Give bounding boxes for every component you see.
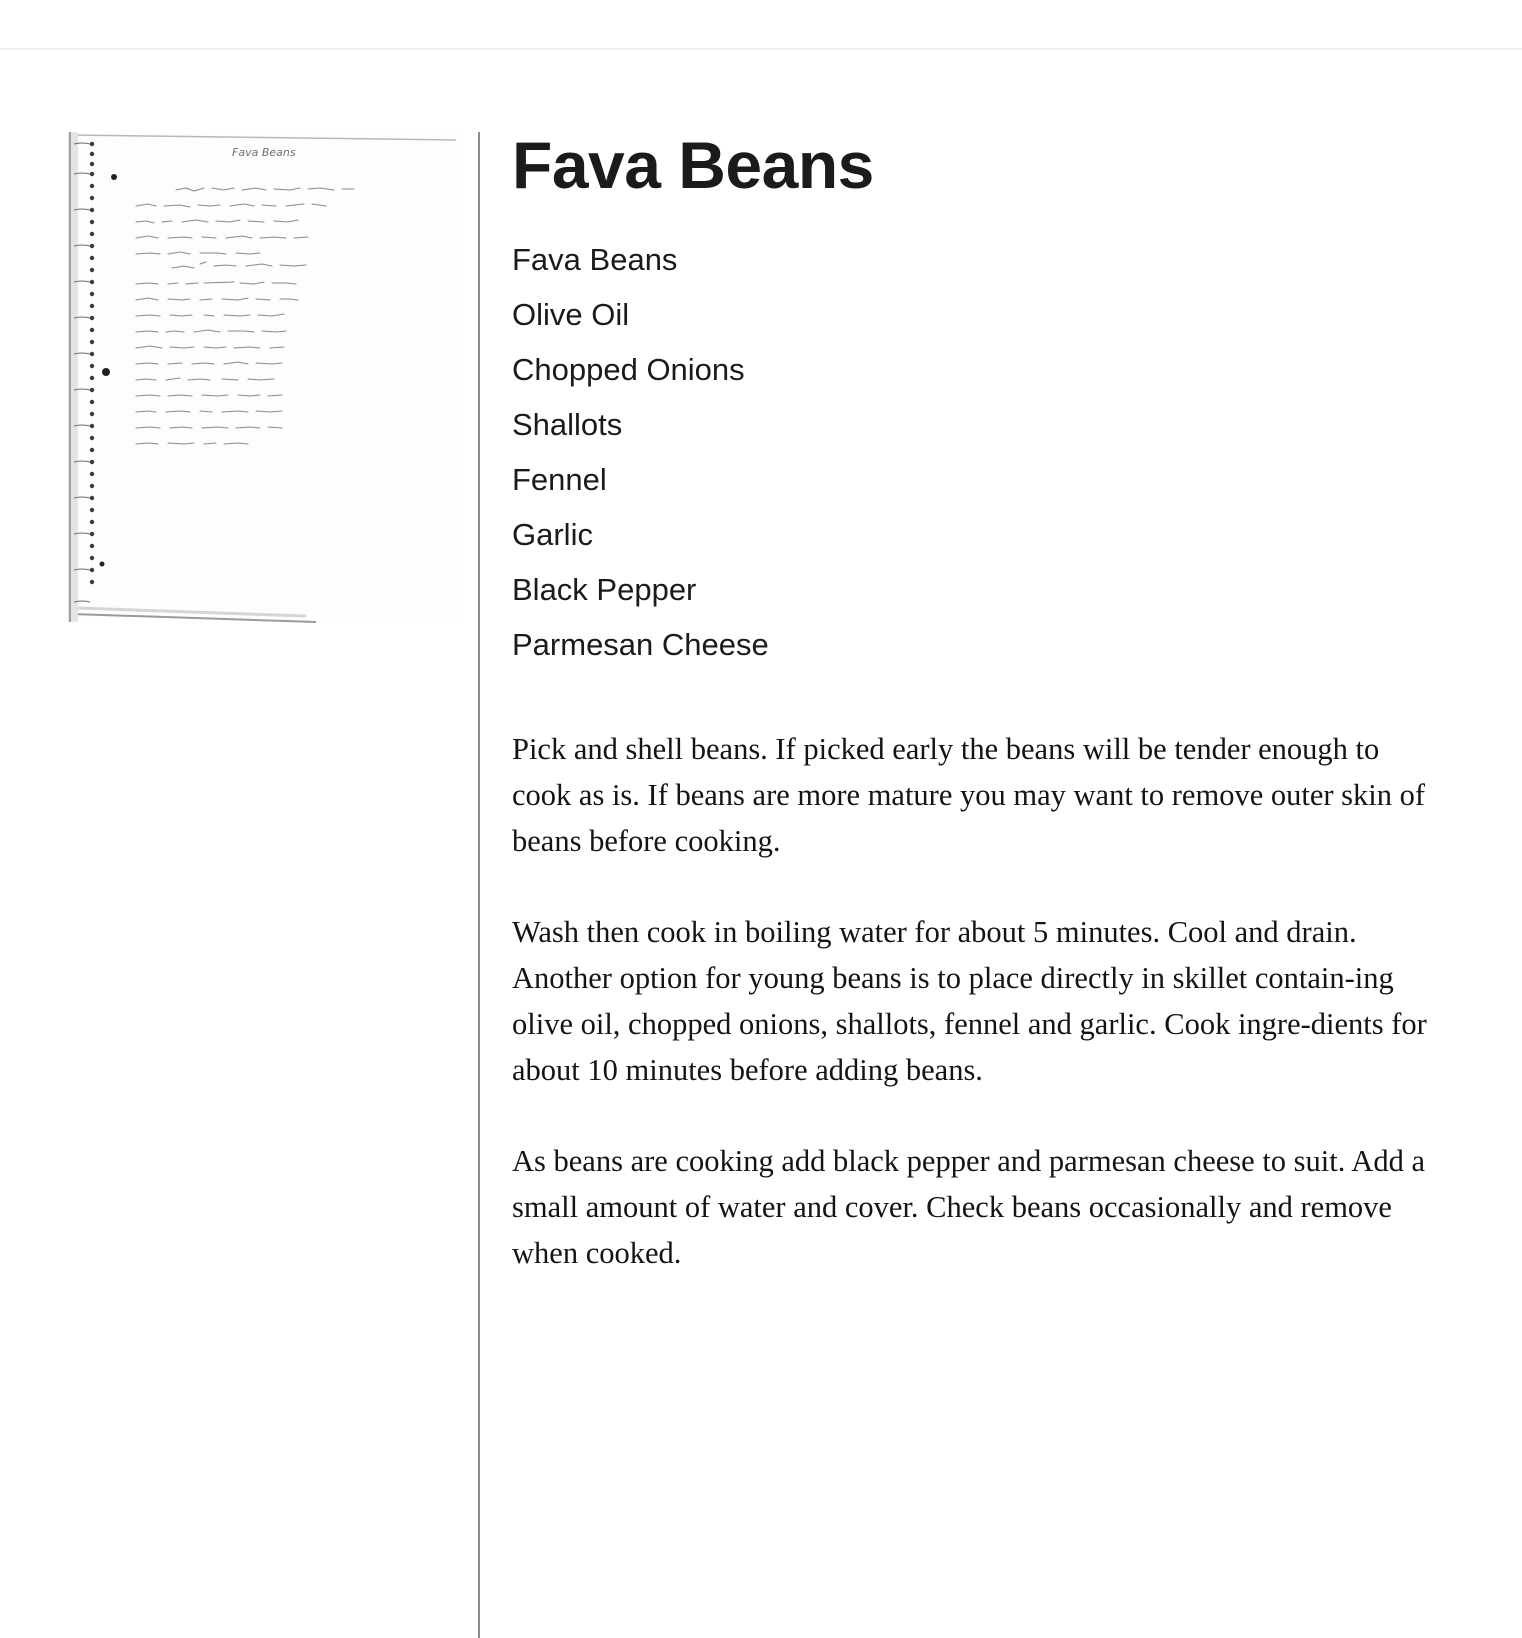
top-rule	[0, 48, 1522, 50]
column-divider	[478, 132, 480, 1638]
notebook-page-image	[66, 132, 466, 650]
ingredient-item: Parmesan Cheese	[512, 627, 769, 662]
ingredient-list	[512, 232, 1472, 672]
direction-paragraph: As beans are cooking add black pepper and parmesan cheese to suit. Add a small amount of water and cover. Check beans occasionally and remove when cooked.	[512, 1144, 1425, 1270]
ingredient-item: Fava Beans	[512, 242, 678, 277]
ingredient-item: Shallots	[512, 407, 623, 442]
direction-paragraph: Wash then cook in boiling water for about 5 minutes. Cool and drain. Another option for young beans is to place directly in skillet contain-ing olive oil, chopped onions, shallots, fennel and garlic. Cook ingre-dients for about 10 minutes before adding beans.	[512, 915, 1427, 1087]
directions	[512, 726, 1432, 1276]
ingredient-item: Black Pepper	[512, 572, 697, 607]
ingredient-item: Olive Oil	[512, 297, 630, 332]
recipe-content	[512, 126, 1472, 1321]
handwritten-notebook-scan	[66, 132, 466, 650]
direction-paragraph: Pick and shell beans. If picked early the beans will be tender enough to cook as is. If beans are more mature you may want to remove outer skin of beans before cooking.	[512, 732, 1426, 858]
recipe-title: Fava Beans	[512, 128, 874, 202]
svg-text:Fava Beans: Fava Beans	[232, 146, 296, 159]
ingredient-item: Chopped Onions	[512, 352, 745, 387]
ingredient-item: Garlic	[512, 517, 593, 552]
ingredient-item: Fennel	[512, 462, 607, 497]
